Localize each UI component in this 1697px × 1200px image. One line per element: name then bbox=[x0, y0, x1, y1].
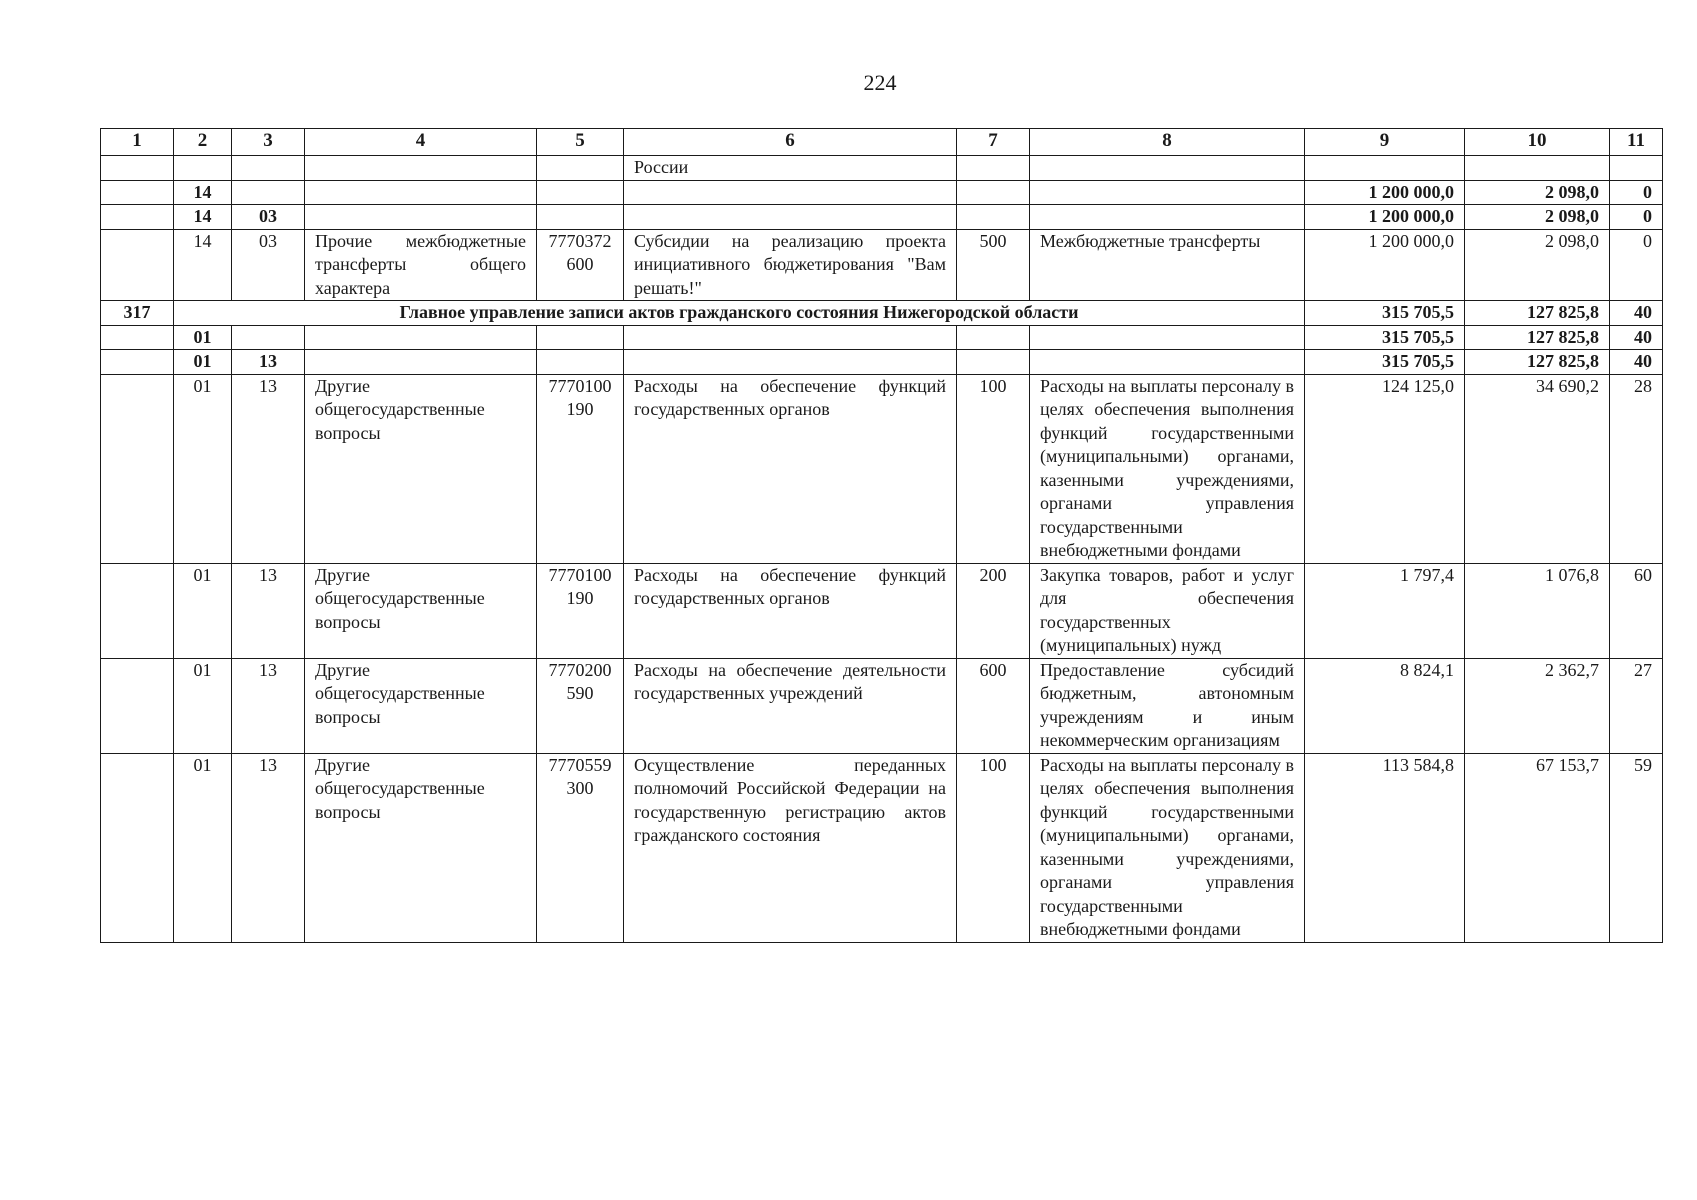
cell: Расходы на обеспечение деятельности государственных учреждений bbox=[624, 658, 957, 753]
table-row bbox=[101, 229, 1663, 301]
column-header: 4 bbox=[305, 129, 537, 156]
cell: Другие общегосударственные вопросы bbox=[305, 658, 537, 753]
cell: 100 bbox=[957, 374, 1030, 563]
cell: 1 797,4 bbox=[1305, 563, 1465, 658]
cell bbox=[537, 180, 624, 205]
cell: 14 bbox=[174, 180, 232, 205]
cell: 01 bbox=[174, 563, 232, 658]
table-row bbox=[101, 156, 1663, 181]
table-row bbox=[101, 563, 1663, 658]
cell: 317 bbox=[101, 301, 174, 326]
cell bbox=[101, 325, 174, 350]
cell bbox=[305, 180, 537, 205]
cell: 01 bbox=[174, 350, 232, 375]
cell bbox=[1030, 325, 1305, 350]
cell: 2 098,0 bbox=[1465, 205, 1610, 230]
column-header: 9 bbox=[1305, 129, 1465, 156]
cell: 13 bbox=[232, 563, 305, 658]
column-header: 6 bbox=[624, 129, 957, 156]
cell bbox=[537, 325, 624, 350]
cell: Расходы на обеспечение функций государственных органов bbox=[624, 563, 957, 658]
cell: 03 bbox=[232, 229, 305, 301]
column-header: 5 bbox=[537, 129, 624, 156]
cell: 40 bbox=[1610, 301, 1663, 326]
cell bbox=[101, 658, 174, 753]
cell bbox=[624, 180, 957, 205]
cell: 315 705,5 bbox=[1305, 325, 1465, 350]
cell: 315 705,5 bbox=[1305, 301, 1465, 326]
column-header: 1 bbox=[101, 129, 174, 156]
cell bbox=[101, 374, 174, 563]
cell bbox=[1465, 156, 1610, 181]
budget-table bbox=[100, 128, 1663, 943]
cell: 7770100190 bbox=[537, 374, 624, 563]
cell bbox=[305, 205, 537, 230]
cell bbox=[537, 156, 624, 181]
cell: 7770372600 bbox=[537, 229, 624, 301]
cell: 34 690,2 bbox=[1465, 374, 1610, 563]
table-row bbox=[101, 658, 1663, 753]
cell bbox=[1030, 205, 1305, 230]
cell bbox=[101, 753, 174, 942]
table-row bbox=[101, 350, 1663, 375]
cell: Закупка товаров, работ и услуг для обеспечения государственных (муниципальных) нужд bbox=[1030, 563, 1305, 658]
cell: 40 bbox=[1610, 325, 1663, 350]
cell bbox=[101, 156, 174, 181]
cell: 60 bbox=[1610, 563, 1663, 658]
cell: 1 200 000,0 bbox=[1305, 205, 1465, 230]
table-row bbox=[101, 325, 1663, 350]
cell: 600 bbox=[957, 658, 1030, 753]
cell bbox=[957, 325, 1030, 350]
cell bbox=[232, 325, 305, 350]
cell: Предоставление субсидий бюджетным, автономным учреждениям и иным некоммерческим организациям bbox=[1030, 658, 1305, 753]
cell bbox=[957, 156, 1030, 181]
cell: 7770559300 bbox=[537, 753, 624, 942]
cell: 59 bbox=[1610, 753, 1663, 942]
cell bbox=[232, 156, 305, 181]
cell: 0 bbox=[1610, 229, 1663, 301]
table-row bbox=[101, 205, 1663, 230]
cell: 113 584,8 bbox=[1305, 753, 1465, 942]
column-header: 11 bbox=[1610, 129, 1663, 156]
cell: Расходы на выплаты персоналу в целях обеспечения выполнения функций государственными (муниципальными) органами, казенными учреждениями, органами управления государственными внебюджетными фондами bbox=[1030, 374, 1305, 563]
cell: 315 705,5 bbox=[1305, 350, 1465, 375]
cell bbox=[624, 325, 957, 350]
cell bbox=[1030, 180, 1305, 205]
cell: Субсидии на реализацию проекта инициативного бюджетирования "Вам решать!" bbox=[624, 229, 957, 301]
cell: 2 098,0 bbox=[1465, 180, 1610, 205]
cell: 13 bbox=[232, 658, 305, 753]
cell bbox=[624, 205, 957, 230]
column-header-row bbox=[101, 129, 1663, 156]
cell bbox=[101, 229, 174, 301]
cell: 7770200590 bbox=[537, 658, 624, 753]
cell: Другие общегосударственные вопросы bbox=[305, 374, 537, 563]
cell bbox=[1305, 156, 1465, 181]
cell: Осуществление переданных полномочий Российской Федерации на государственную регистрацию актов гражданского состояния bbox=[624, 753, 957, 942]
cell: 127 825,8 bbox=[1465, 350, 1610, 375]
cell: 13 bbox=[232, 753, 305, 942]
cell: Межбюджетные трансферты bbox=[1030, 229, 1305, 301]
cell: Прочие межбюджетные трансферты общего характера bbox=[305, 229, 537, 301]
cell bbox=[957, 180, 1030, 205]
cell: 127 825,8 bbox=[1465, 325, 1610, 350]
cell: Расходы на обеспечение функций государственных органов bbox=[624, 374, 957, 563]
table-row bbox=[101, 374, 1663, 563]
cell bbox=[957, 350, 1030, 375]
cell bbox=[305, 325, 537, 350]
department-row bbox=[101, 301, 1663, 326]
cell: Другие общегосударственные вопросы bbox=[305, 753, 537, 942]
cell bbox=[101, 180, 174, 205]
cell: 13 bbox=[232, 350, 305, 375]
cell: 67 153,7 bbox=[1465, 753, 1610, 942]
cell bbox=[1030, 156, 1305, 181]
cell: 01 bbox=[174, 658, 232, 753]
cell: 1 076,8 bbox=[1465, 563, 1610, 658]
cell: 0 bbox=[1610, 180, 1663, 205]
cell: 200 bbox=[957, 563, 1030, 658]
cell bbox=[624, 350, 957, 375]
cell: 14 bbox=[174, 205, 232, 230]
cell: 1 200 000,0 bbox=[1305, 229, 1465, 301]
column-header: 7 bbox=[957, 129, 1030, 156]
cell: 01 bbox=[174, 753, 232, 942]
cell bbox=[305, 156, 537, 181]
cell bbox=[101, 205, 174, 230]
cell bbox=[1030, 350, 1305, 375]
cell: 100 bbox=[957, 753, 1030, 942]
column-header: 2 bbox=[174, 129, 232, 156]
cell bbox=[305, 350, 537, 375]
cell: 28 bbox=[1610, 374, 1663, 563]
cell: 03 bbox=[232, 205, 305, 230]
cell: 13 bbox=[232, 374, 305, 563]
cell: 01 bbox=[174, 374, 232, 563]
cell: 40 bbox=[1610, 350, 1663, 375]
cell bbox=[1610, 156, 1663, 181]
cell bbox=[174, 156, 232, 181]
cell: Расходы на выплаты персоналу в целях обеспечения выполнения функций государственными (муниципальными) органами, казенными учреждениями, органами управления государственными внебюджетными фондами bbox=[1030, 753, 1305, 942]
column-header: 8 bbox=[1030, 129, 1305, 156]
cell: России bbox=[624, 156, 957, 181]
column-header: 10 bbox=[1465, 129, 1610, 156]
table-row bbox=[101, 180, 1663, 205]
cell: 2 362,7 bbox=[1465, 658, 1610, 753]
cell: 8 824,1 bbox=[1305, 658, 1465, 753]
cell: 27 bbox=[1610, 658, 1663, 753]
department-name: Главное управление записи актов гражданского состояния Нижегородской области bbox=[174, 301, 1305, 326]
cell bbox=[101, 350, 174, 375]
page-number: 224 bbox=[863, 70, 897, 95]
cell bbox=[537, 205, 624, 230]
cell: 7770100190 bbox=[537, 563, 624, 658]
cell: 127 825,8 bbox=[1465, 301, 1610, 326]
cell: 2 098,0 bbox=[1465, 229, 1610, 301]
table-row bbox=[101, 753, 1663, 942]
cell bbox=[537, 350, 624, 375]
cell: 1 200 000,0 bbox=[1305, 180, 1465, 205]
cell: 124 125,0 bbox=[1305, 374, 1465, 563]
cell bbox=[957, 205, 1030, 230]
cell: 14 bbox=[174, 229, 232, 301]
cell: 0 bbox=[1610, 205, 1663, 230]
cell: Другие общегосударственные вопросы bbox=[305, 563, 537, 658]
cell: 500 bbox=[957, 229, 1030, 301]
cell: 01 bbox=[174, 325, 232, 350]
cell bbox=[101, 563, 174, 658]
column-header: 3 bbox=[232, 129, 305, 156]
cell bbox=[232, 180, 305, 205]
